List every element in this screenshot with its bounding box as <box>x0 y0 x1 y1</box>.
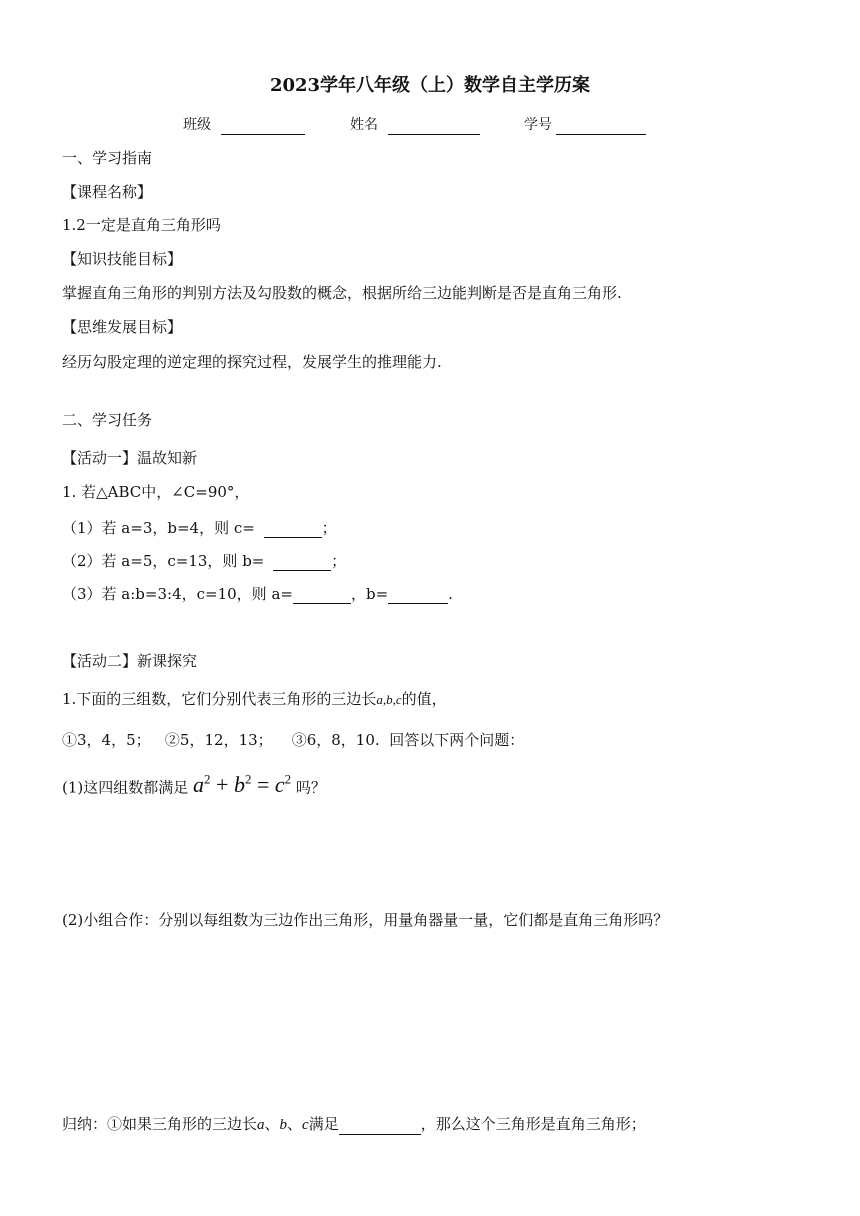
answer-blank[interactable] <box>264 521 322 538</box>
class-field <box>183 115 305 135</box>
name-blank[interactable] <box>388 118 480 135</box>
answer-blank[interactable] <box>339 1118 421 1135</box>
page-title: 2023学年八年级（上）数学自主学历案 <box>269 75 591 96</box>
number-groups: ①3，4，5； ②5，12，13； ③6，8，10. 回答以下两个问题： <box>62 731 525 749</box>
activity2-sub1: (1)这四组数都满足 $a^2 + b^2 = c^2$ 吗？ <box>62 772 326 798</box>
activity2-question: 1.下面的三组数，它们分别代表三角形的三边长a,b,c的值， <box>62 690 447 708</box>
section-heading: 二、学习任务 <box>62 411 153 429</box>
answer-blank[interactable] <box>293 587 351 604</box>
name-field <box>350 115 480 135</box>
class-label: 班级 <box>183 117 211 133</box>
pythagorean-formula: $a^2 + b^2 = c^2$ <box>193 772 292 798</box>
answer-blank[interactable] <box>388 587 448 604</box>
thinking-label: 【思维发展目标】 <box>62 318 183 336</box>
id-field <box>524 115 646 135</box>
activity1-question: 1. 若△ABC中，∠C=90°， <box>62 483 250 501</box>
answer-blank[interactable] <box>273 554 331 571</box>
knowledge-label: 【知识技能目标】 <box>62 250 183 268</box>
thinking-text: 经历勾股定理的逆定理的探究过程，发展学生的推理能力. <box>62 353 442 371</box>
activity1-label: 【活动一】温故知新 <box>62 449 198 467</box>
id-label: 学号 <box>524 117 552 133</box>
activity1-part1: （1）若 a=3，b=4，则 c= ； <box>62 519 337 537</box>
variable-list: a,b,c <box>376 692 402 707</box>
knowledge-text: 掌握直角三角形的判别方法及勾股数的概念，根据所给三边能判断是否是直角三角形. <box>62 284 622 302</box>
id-blank[interactable] <box>556 118 646 135</box>
course-label: 【课程名称】 <box>62 183 153 201</box>
course-name: 1.2一定是直角三角形吗 <box>62 216 221 234</box>
section-heading: 一、学习指南 <box>62 149 153 167</box>
name-label: 姓名 <box>350 117 378 133</box>
summary-line: 归纳：①如果三角形的三边长a、b、c满足 ，那么这个三角形是直角三角形； <box>62 1115 646 1133</box>
activity1-part2: （2）若 a=5，c=13，则 b= ； <box>62 552 347 570</box>
activity2-label: 【活动二】新课探究 <box>62 652 198 670</box>
activity1-part3: （3）若 a:b=3:4，c=10，则 a= ，b= . <box>62 585 453 603</box>
class-blank[interactable] <box>221 118 305 135</box>
activity2-sub2: (2)小组合作：分别以每组数为三边作出三角形，用量角器量一量，它们都是直角三角形吗？ <box>62 911 669 929</box>
